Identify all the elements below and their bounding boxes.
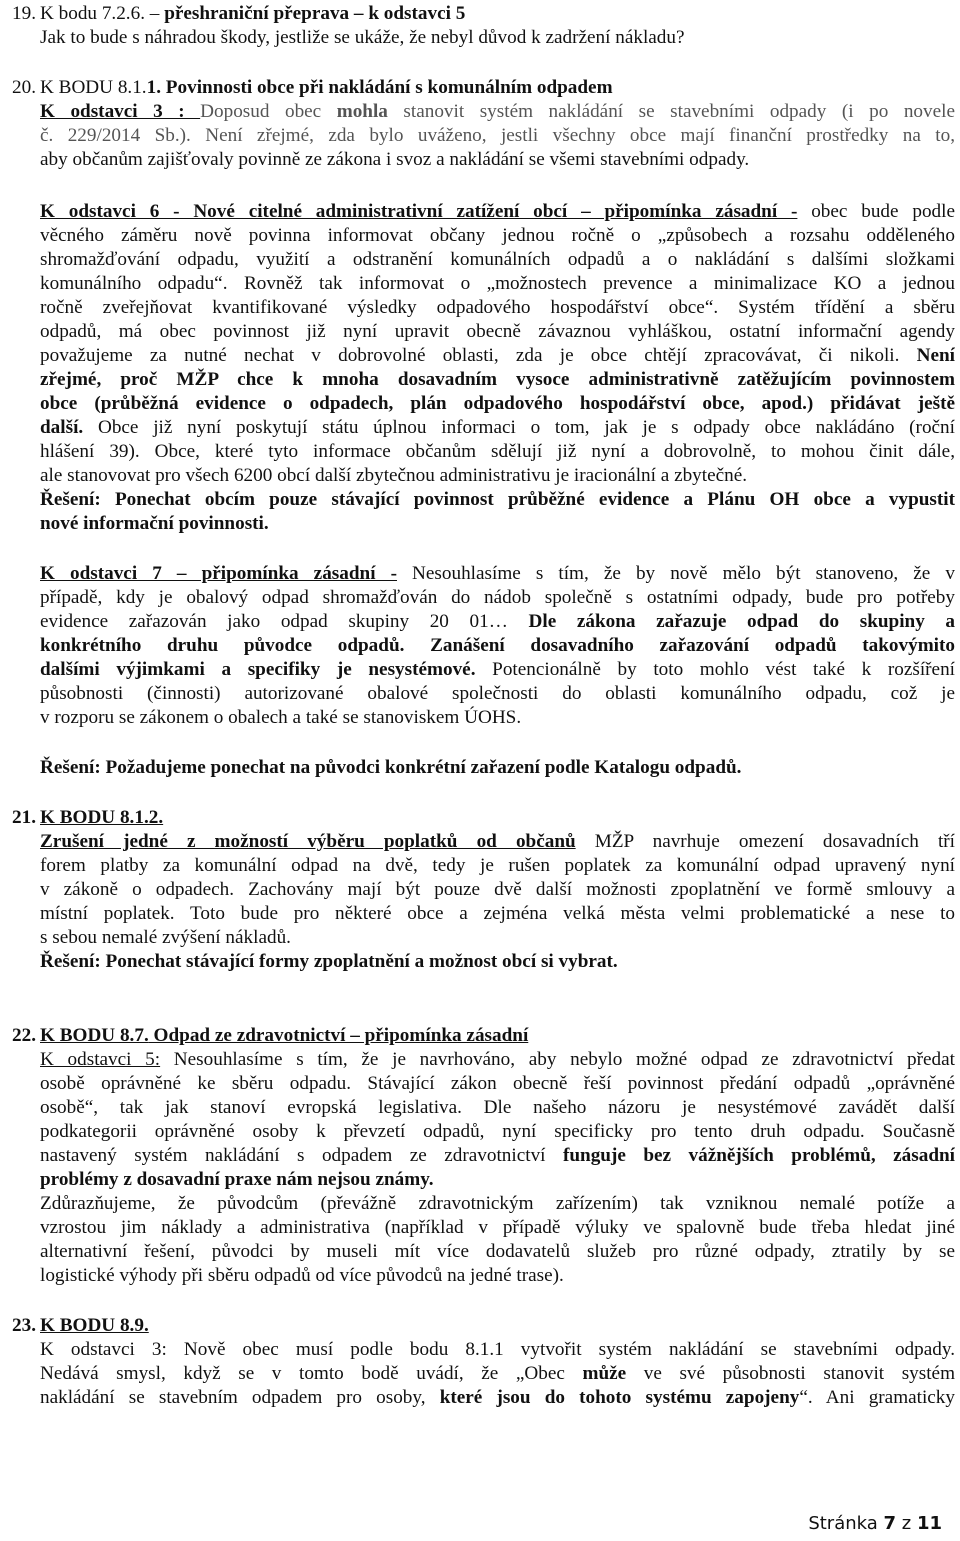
paragraph-line: v zákoně o odpadech. Zachovány mají být pouze dvě další možnosti zpoplatnění ve formě smlouvy a [40, 879, 955, 900]
solution-line: Řešení: Ponechat stávající formy zpoplatnění a možnost obcí si vybrat. [40, 951, 618, 972]
text-run: mohla [336, 101, 388, 122]
solution-line: Řešení: Požadujeme ponechat na původci konkrétní zařazení podle Katalogu odpadů. [40, 757, 742, 778]
paragraph-line [40, 200, 955, 224]
paragraph-line [40, 1048, 955, 1072]
text-run: MŽP navrhuje omezení dosavadních tří [575, 831, 955, 852]
text-run: Doposud obec [200, 101, 337, 122]
text-run: K odstavci 5: [40, 1049, 161, 1070]
text-run: Obce již nyní poskytují státu úplnou informaci o tom, jak je s odpady obce nakládáno (roční [83, 417, 955, 438]
section-heading: K BODU 8.1.2. [40, 807, 164, 828]
paragraph-line: aby občanům zajišťovaly povinně ze zákona i svoz a nakládání se všemi stavebními odpady. [40, 149, 750, 170]
solution-line: nové informační povinnosti. [40, 513, 269, 534]
paragraph-line: obce (průběžná evidence o odpadech, plán odpadového hospodářství obce, apod.) přidávat ještě [40, 393, 955, 414]
text-run: které jsou do tohoto systému zapojeny [439, 1387, 800, 1408]
text-run: Nedává smysl, když se v tomto bodě uvádí, že „Obec [40, 1363, 583, 1384]
paragraph-line [40, 830, 955, 854]
section-heading [40, 2, 955, 26]
paragraph-line [40, 416, 955, 440]
paragraph-line [40, 658, 955, 682]
text-run: nakládání se stavebním odpadem pro osoby, [40, 1387, 440, 1408]
paragraph-line: konkrétního druhu původce odpadů. Zanášení dosavadního zařazování odpadů takovýmito [40, 635, 955, 656]
paragraph-line: osobě“, tak jak stanoví evropská legislativa. Dle našeho názoru je nesystémové zavádět další [40, 1097, 955, 1118]
paragraph-line [40, 610, 955, 634]
text-run: “. Ani gramaticky [799, 1387, 955, 1408]
text-run: nastavený systém nakládání s odpadem ze zdravotnictví [40, 1145, 563, 1166]
text-run: může [582, 1363, 627, 1384]
paragraph-line: shromažďování odpadu, využití a odstranění komunálních odpadů a o nakládání s dalšími složkami [40, 249, 955, 270]
paragraph-line: zřejmé, proč MŽP chce k mnoha dosavadním vysoce administrativně zatěžujícím povinnostem [40, 369, 955, 390]
heading-part: K BODU 8.7. [40, 1025, 149, 1046]
paragraph-line: v rozporu se zákonem o obalech a také se stanoviskem ÚOHS. [40, 707, 522, 728]
paragraph-line [40, 100, 955, 124]
text-run: funguje bez vážnějších problémů, zásadní [562, 1145, 955, 1166]
page-footer [808, 1513, 942, 1534]
footer-label: Stránka [808, 1513, 884, 1534]
text-run: Potencionálně by toto mohlo vést také k rozšíření [475, 659, 955, 680]
section-number: 21. [12, 807, 36, 828]
solution-line: Řešení: Ponechat obcím pouze stávající povinnost průběžné evidence a Plánu OH obce a vypustit [40, 489, 955, 510]
heading-part: K bodu 7.2.6. – [40, 3, 165, 24]
paragraph-line: problémy z dosavadní praxe nám nejsou známy. [40, 1169, 434, 1190]
text-run: K odstavci 7 – připomínka zásadní - [40, 563, 397, 584]
paragraph-line [40, 1144, 955, 1168]
section-number: 20. [12, 77, 36, 98]
text-run: Není [916, 345, 955, 366]
section-number: 23. [12, 1315, 36, 1336]
paragraph-line: místní poplatek. Toto bude pro některé obce a zejména velká města velmi problematické a nese to [40, 903, 955, 924]
text-run: ve své působnosti stanovit systém [626, 1363, 955, 1384]
section-number: 19. [12, 3, 36, 24]
paragraph-line: věcného záměru nově povinna informovat občany jednou ročně o „způsobech a rozsahu odděleného [40, 225, 955, 246]
paragraph-line [40, 1386, 955, 1410]
text-run: evidence zařazován jako odpad skupiny 20 01… [40, 611, 529, 632]
paragraph-line: vzrostou jim náklady a administrativa (například v případě výluky ve spalovně bude třeba hledat jiné [40, 1217, 955, 1238]
text-run: považujeme za nutné nechat v dobrovolné oblasti, zda je obce chtějí zpracovávat, či nikoli. [40, 345, 917, 366]
text-run: obec bude podle [797, 201, 955, 222]
section-heading [40, 1024, 955, 1048]
paragraph-line: s sebou nemalé zvýšení nákladů. [40, 927, 291, 948]
paragraph-line [40, 344, 955, 368]
heading-part: 1. Povinnosti obce při nakládání s komunálním odpadem [146, 77, 613, 98]
paragraph-line: ale stanovovat pro všech 6200 obcí další zbytečnou administrativu je iracionální a zbytečné. [40, 465, 748, 486]
paragraph-line: alternativní řešení, původci by museli mít více dodavatelů služeb pro různé odpady, ztratily by se [40, 1241, 955, 1262]
paragraph-line: Jak to bude s náhradou škody, jestliže se ukáže, že nebyl důvod k zadržení nákladu? [40, 27, 685, 48]
paragraph-line: podkategorii oprávněné osoby k převzetí odpadů, nyní specificky pro tento druh odpadu. Současně [40, 1121, 955, 1142]
paragraph-line: forem platby za komunální odpad na dvě, tedy je rušen poplatek za komunální odpad upravený nyní [40, 855, 955, 876]
total-page-count: 11 [916, 1513, 942, 1534]
text-run: K odstavci 6 - Nové citelné administrativní zatížení obcí – připomínka zásadní - [40, 201, 798, 222]
text-run: dalšími výjimkami a specifiky je nesystémové. [40, 659, 476, 680]
paragraph-line: odpadů, má obec povinnost již nyní upravit obecně závaznou vyhláškou, ostatní informační agendy [40, 321, 955, 342]
paragraph-line [40, 562, 955, 586]
text-run: Dle zákona zařazuje odpad do skupiny a [528, 611, 955, 632]
paragraph-line: působnosti (činnosti) autorizované obalové společnosti do oblasti komunálního odpadu, což je [40, 683, 955, 704]
paragraph-line: hlášení 39). Obce, které tyto informace občanům sdělují již nyní a dobrovolně, to mohou činit dále, [40, 441, 955, 462]
paragraph-line: ročně zveřejňovat kvantifikované výsledky odpadového hospodářství obce“. Systém třídění a sběru [40, 297, 955, 318]
section-heading: K BODU 8.9. [40, 1315, 149, 1336]
current-page-number: 7 [883, 1513, 897, 1534]
text-run: Zrušení jedné z možností výběru poplatků od občanů [40, 831, 576, 852]
heading-part: přeshraniční přeprava – k odstavci 5 [164, 3, 466, 24]
paragraph-line: osobě oprávněné ke sběru odpadu. Stávající zákon obecně řeší povinnost předání odpadů „oprávněné [40, 1073, 955, 1094]
section-heading [40, 76, 955, 100]
heading-part: K BODU 8.1. [40, 77, 147, 98]
text-run: stanovit systém nakládání se stavebními odpady (i po novele [387, 101, 955, 122]
text-run: K odstavci 3 : [40, 101, 201, 122]
text-run: Není zřejmé, zda bylo uváženo, jestli všechny obce mají finanční prostředky na to, [190, 125, 955, 146]
paragraph-line: Zdůrazňujeme, že původcům (převážně zdravotnickým zařízením) tak vzniknou nemalé potíže a [40, 1193, 955, 1214]
paragraph-line: komunálního odpadu“. Rovněž tak informovat o „možnostech prevence a minimalizace KO a jednou [40, 273, 955, 294]
paragraph-line: K odstavci 3: Nově obec musí podle bodu 8.1.1 vytvořit systém nakládání se stavebními odpady. [40, 1339, 955, 1360]
paragraph-line [40, 124, 955, 148]
paragraph-line: logistické výhody při sběru odpadů od více původců na jedné trase). [40, 1265, 564, 1286]
footer-separator: z [896, 1513, 917, 1534]
paragraph-line [40, 1362, 955, 1386]
text-run: Nesouhlasíme s tím, že by nově mělo být stanoveno, že v [396, 563, 955, 584]
section-number: 22. [12, 1025, 36, 1046]
text-run: Nesouhlasíme s tím, že je navrhováno, aby nebylo možné odpad ze zdravotnictví předat [160, 1049, 955, 1070]
heading-part: Odpad ze zdravotnictví – připomínka zásadní [148, 1025, 529, 1046]
text-run: č. 229/2014 Sb.). [40, 125, 191, 146]
paragraph-line: případě, kdy je obalový odpad shromažďován do nádob společně s ostatními odpady, bude pro potřeby [40, 587, 955, 608]
text-run: další. [40, 417, 84, 438]
